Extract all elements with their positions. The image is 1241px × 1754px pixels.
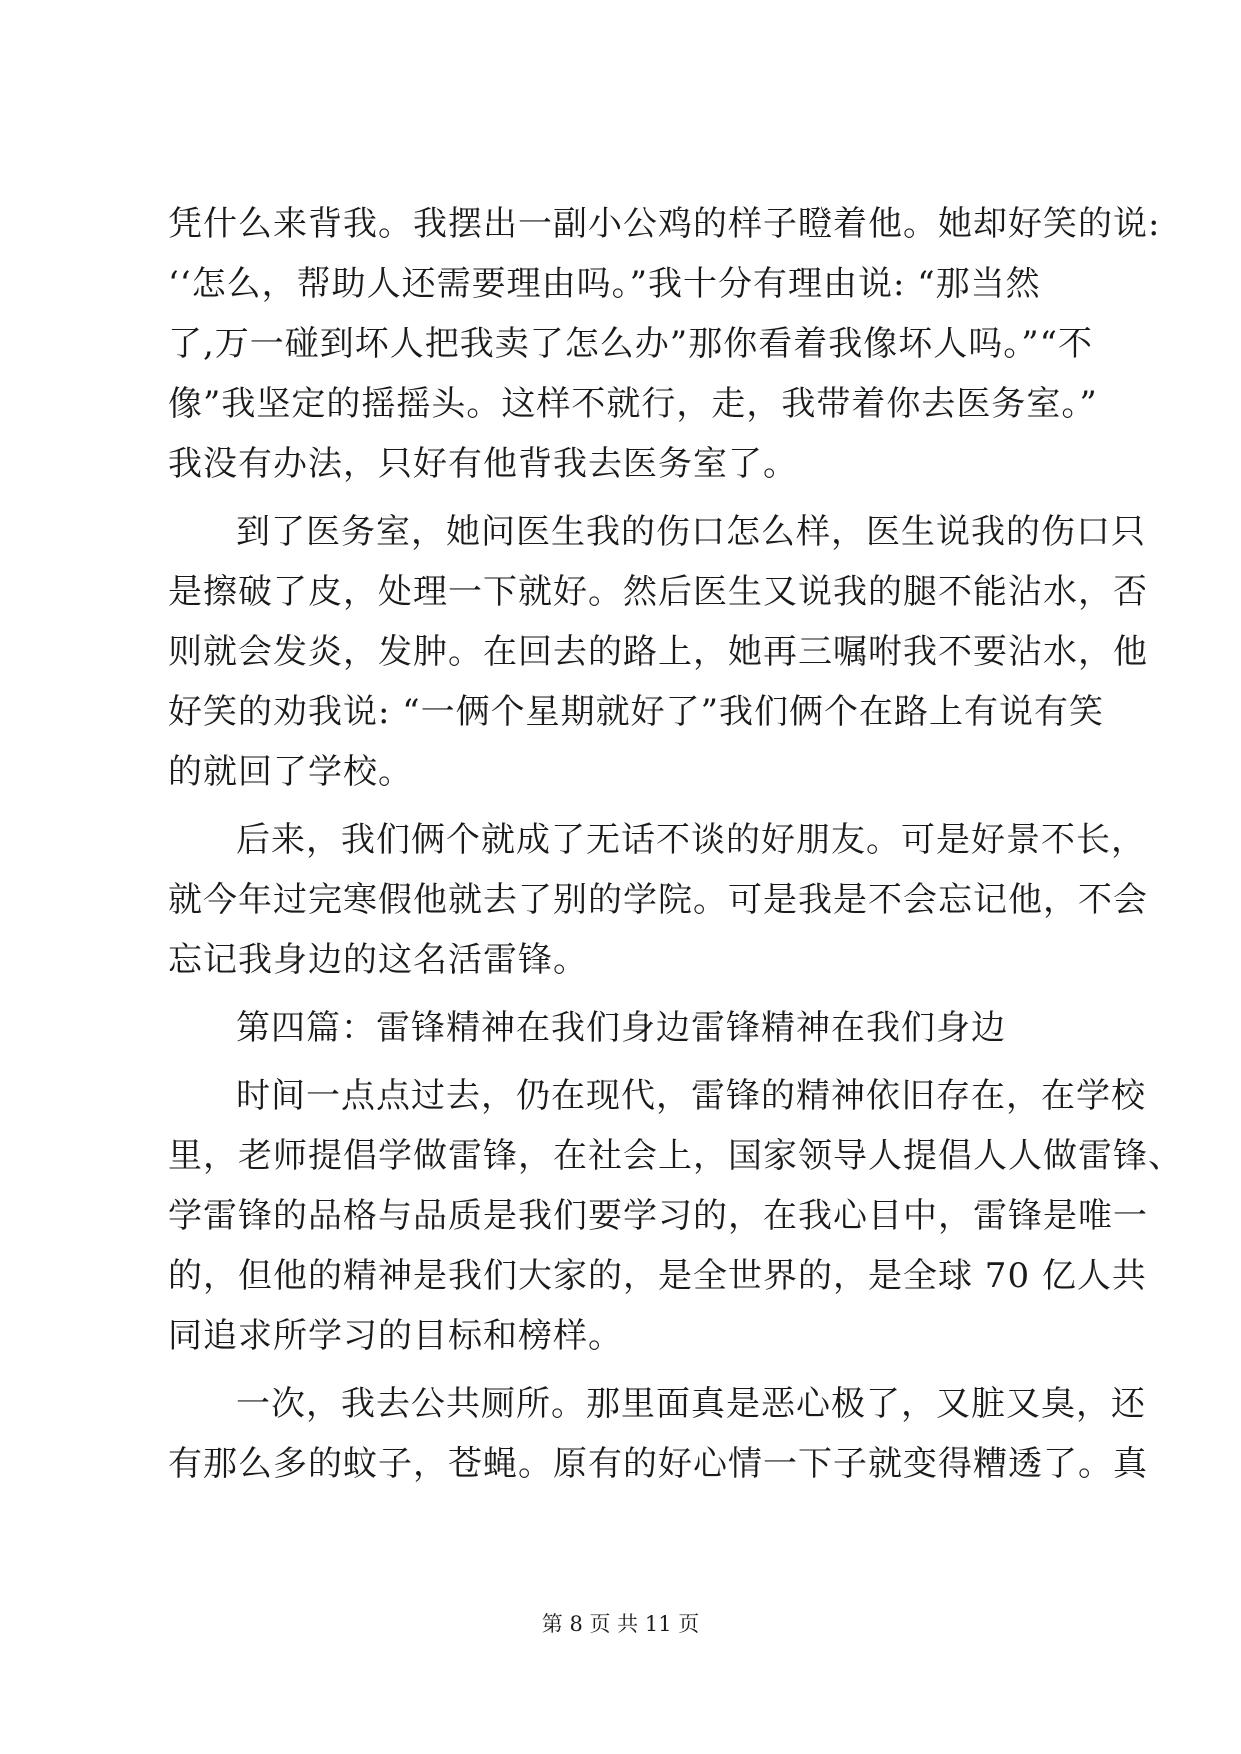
text-line: 里，老师提倡学做雷锋，在社会上，国家领导人提倡人人做雷锋、: [168, 1136, 1183, 1176]
text-line: 忘记我身边的这名活雷锋。: [168, 940, 588, 980]
text-line: 的就回了学校。: [168, 752, 413, 792]
text-line: 我没有办法，只好有他背我去医务室了。: [168, 444, 798, 484]
text-line: 就今年过完寒假他就去了别的学院。可是我是不会忘记他，不会: [168, 880, 1148, 920]
text-line: 一次，我去公共厕所。那里面真是恶心极了，又脏又臭，还: [236, 1384, 1146, 1424]
text-line: 则就会发炎，发肿。在回去的路上，她再三嘱咐我不要沾水，他: [168, 632, 1148, 672]
text-line: 的，但他的精神是我们大家的，是全世界的，是全球 70 亿人共: [168, 1256, 1147, 1296]
page-footer: 第 8 页 共 11 页: [541, 1612, 700, 1636]
text-line: 是擦破了皮，处理一下就好。然后医生又说我的腿不能沾水，否: [168, 572, 1148, 612]
text-line: 学雷锋的品格与品质是我们要学习的，在我心目中，雷锋是唯一: [168, 1196, 1148, 1236]
text-line: 了,万一碰到坏人把我卖了怎么办”那你看着我像坏人吗。”“不: [168, 324, 1093, 364]
text-line: 时间一点点过去，仍在现代，雷锋的精神依旧存在，在学校: [236, 1076, 1146, 1116]
text-line: ‘‘怎么，帮助人还需要理由吗。”我十分有理由说: “那当然: [168, 264, 1041, 304]
text-line: 凭什么来背我。我摆出一副小公鸡的样子瞪着他。她却好笑的说:: [168, 204, 1161, 244]
text-line: 同追求所学习的目标和榜样。: [168, 1316, 623, 1356]
text-line: 像”我坚定的摇摇头。这样不就行，走，我带着你去医务室。”: [168, 384, 1098, 424]
text-line: 后来，我们俩个就成了无话不谈的好朋友。可是好景不长，: [236, 820, 1146, 860]
text-line: 好笑的劝我说: “一俩个星期就好了”我们俩个在路上有说有笑: [168, 692, 1105, 732]
text-line: 有那么多的蚊子，苍蝇。原有的好心情一下子就变得糟透了。真: [168, 1444, 1148, 1484]
text-line: 到了医务室，她问医生我的伤口怎么样，医生说我的伤口只: [236, 512, 1146, 552]
body-text: [168, 194, 1183, 1494]
section-heading: 第四篇：雷锋精神在我们身边雷锋精神在我们身边: [236, 1008, 1006, 1048]
